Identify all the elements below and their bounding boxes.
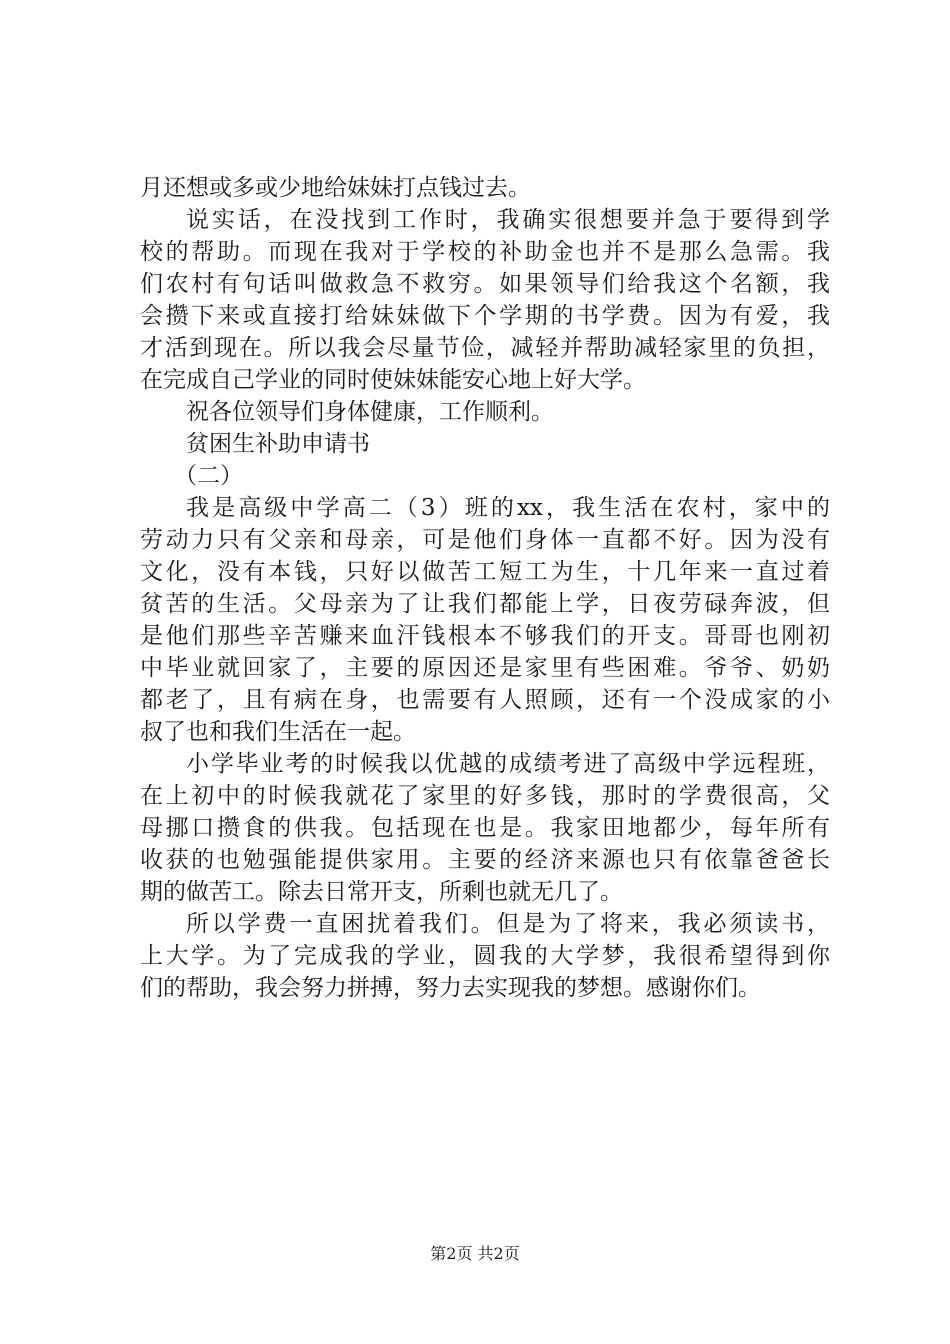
paragraph-line: 我是高级中学高二（3）班的xx，我生活在农村，家中的 <box>186 495 830 521</box>
paragraph-line: 在完成自己学业的同时使妹妹能安心地上好大学。 <box>140 367 646 393</box>
paragraph-line: 都老了，且有病在身，也需要有人照顾，还有一个没成家的小 <box>140 687 830 713</box>
paragraph-line: 劳动力只有父亲和母亲，可是他们身体一直都不好。因为没有 <box>140 527 830 553</box>
paragraph-line: 说实话，在没找到工作时，我确实很想要并急于要得到学 <box>186 207 830 233</box>
paragraph <box>140 204 830 396</box>
document-body <box>140 172 830 1004</box>
paragraph-line: 在上初中的时候我就花了家里的好多钱，那时的学费很高，父 <box>140 783 830 809</box>
paragraph-line: 上大学。为了完成我的学业，圆我的大学梦，我很希望得到你 <box>140 943 830 969</box>
paragraph-line: 才活到现在。所以我会尽量节俭，减轻并帮助减轻家里的负担， <box>140 335 830 361</box>
paragraph <box>140 492 830 748</box>
paragraph-line: 们农村有句话叫做救急不救穷。如果领导们给我这个名额，我 <box>140 271 830 297</box>
paragraph-line: 收获的也勉强能提供家用。主要的经济来源也只有依靠爸爸长 <box>140 847 830 873</box>
page-footer: 第2页 共2页 <box>430 1244 520 1263</box>
paragraph-line: 贫苦的生活。父母亲为了让我们都能上学，日夜劳碌奔波，但 <box>140 591 830 617</box>
paragraph <box>140 908 830 1004</box>
paragraph-line: 小学毕业考的时候我以优越的成绩考进了高级中学远程班， <box>186 751 830 777</box>
paragraph <box>140 428 830 460</box>
paragraph-line: 中毕业就回家了，主要的原因还是家里有些困难。爷爷、奶奶 <box>140 655 830 681</box>
paragraph <box>140 460 830 492</box>
paragraph-line: 祝各位领导们身体健康，工作顺利。 <box>186 399 554 425</box>
paragraph-line: 所以学费一直困扰着我们。但是为了将来，我必须读书， <box>186 911 830 937</box>
paragraph-line: 文化，没有本钱，只好以做苦工短工为生，十几年来一直过着 <box>140 559 830 585</box>
paragraph-line: 叔了也和我们生活在一起。 <box>140 719 416 745</box>
paragraph-line: 会攒下来或直接打给妹妹做下个学期的书学费。因为有爱，我 <box>140 303 830 329</box>
paragraph-line: 期的做苦工。除去日常开支，所剩也就无几了。 <box>140 879 623 905</box>
paragraph <box>140 396 830 428</box>
paragraph <box>140 172 830 204</box>
paragraph-line: 们的帮助，我会努力拼搏，努力去实现我的梦想。感谢你们。 <box>140 975 761 1001</box>
paragraph-line: 校的帮助。而现在我对于学校的补助金也并不是那么急需。我 <box>140 239 830 265</box>
paragraph-line: （二） <box>174 463 243 489</box>
paragraph-line: 是他们那些辛苦赚来血汗钱根本不够我们的开支。哥哥也刚初 <box>140 623 830 649</box>
paragraph-line: 月还想或多或少地给妹妹打点钱过去。 <box>140 175 531 201</box>
paragraph-line: 母挪口攒食的供我。包括现在也是。我家田地都少，每年所有 <box>140 815 830 841</box>
paragraph-line: 贫困生补助申请书 <box>186 431 370 457</box>
paragraph <box>140 748 830 908</box>
